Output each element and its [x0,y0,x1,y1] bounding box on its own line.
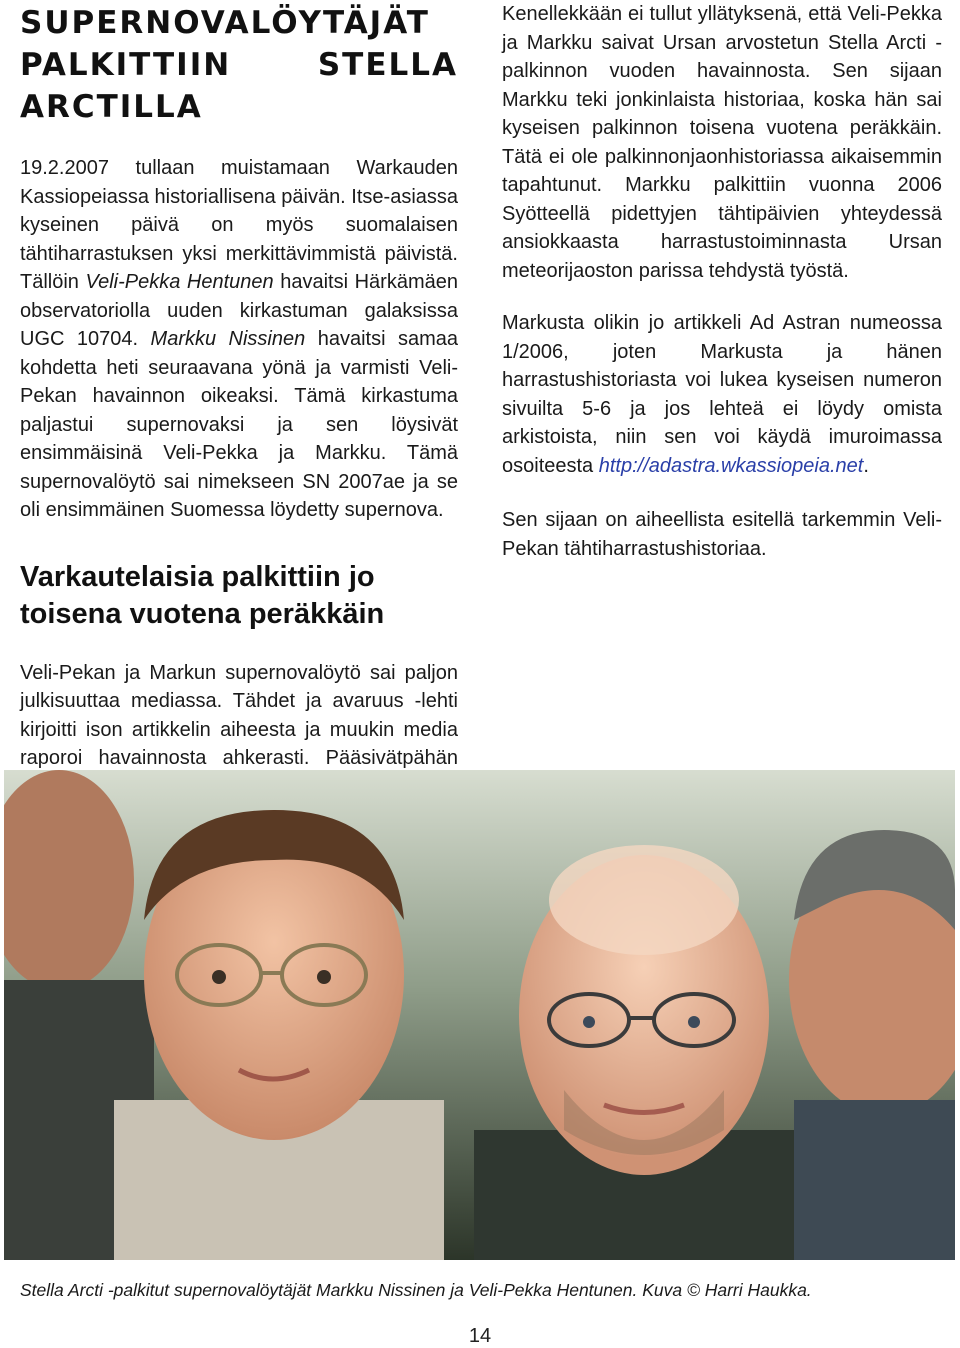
left-column [20,0,458,801]
ad-astra-link[interactable]: http://adastra.wkassiopeia.net [598,454,864,477]
right-column [502,0,942,563]
ad-astra-text-b: . [863,454,869,477]
closing-paragraph: Sen sijaan on aiheellista esitellä tarkemmin Veli-Pekan tähtiharrastushistoriaa. [502,509,942,560]
intro-text-a: 19.2.2007 tullaan muistamaan Warkauden Kassiopeiassa historiallisena päivän. Itse-asiassa kyseinen päivä on myös suomalaisen tähtiharrastuksen yksi merkittävimmistä päivistä. Tällöin [20,157,459,293]
person-name-veli-pekka: Veli-Pekka Hentunen [85,271,274,293]
intro-text-b: havaitsi Härkämäen observatoriolla uuden kirkastuman galaksissa UGC 10704. [20,271,458,350]
section-subheading: Varkautelaisia palkittiin jo toisena vuotena peräkkäin [20,560,385,630]
award-photo [4,770,955,1260]
photo-caption: Stella Arcti -palkitut supernovalöytäjät Markku Nissinen ja Veli-Pekka Hentunen. Kuva © Harri Haukka. [20,1280,812,1300]
intro-text-c: havaitsi samaa kohdetta heti seuraavana yönä ja varmisti Veli-Pekan havainnon oikeaksi. Tämä kirkastuma paljastui supernovaksi ja sen löysivät ensimmäisinä Veli-Pekka ja Markku. Tämä supernovalöytö sai nimekseen SN 2007ae ja se oli ensimmäinen Suomessa löydetty supernova. [20,328,458,521]
photo-illustration [4,770,955,1260]
media-paragraph: Veli-Pekan ja Markun supernovalöytö sai paljon julkisuuttaa mediassa. Tähdet ja avaruus -lehti kirjoitti ison artikkelin aiheesta ja muukin media raporoi havainnosta ahkerasti. Pääsivätpähän [20,661,458,769]
intro-paragraph [20,154,458,525]
ad-astra-paragraph [502,309,942,480]
article-title: SUPERNOVALÖYTÄJÄT PALKITTIIN STELLA ARCTILLA [20,5,458,125]
person-markku [114,810,444,1260]
award-paragraph: Kenellekkään ei tullut yllätyksenä, että Veli-Pekka ja Markku saivat Ursan arvostetun Stella Arcti -palkinnon vuoden havainnosta. Sen sijaan Markku teki jonkinlaista historiaa, koska hän sai kyseisen palkinnon toisena vuotena peräkkäin. Tätä ei ole palkinnonjaonhistoriassa aikaisemmin tapahtunut. Markku palkittiin vuonna 2006 Syötteellä pidettyjen tähtipäivien yhteydessä ansiokkaasta harrastustoiminnasta Ursan meteorijaoston parissa tehdystä työstä. [502,3,942,282]
ad-astra-text-a: Markusta olikin jo artikkeli Ad Astran numeossa 1/2006, joten Markusta ja hänen harrastushistoriasta voi lukea kyseisen numeron sivuilta 5-6 ja jos lehteä ei löydy omista arkistoista, niin sen voi käydä imuroimassa osoiteesta [502,312,942,477]
page-number: 14 [468,1325,492,1347]
background-person-right [789,830,955,1260]
person-name-markku: Markku Nissinen [150,328,306,350]
